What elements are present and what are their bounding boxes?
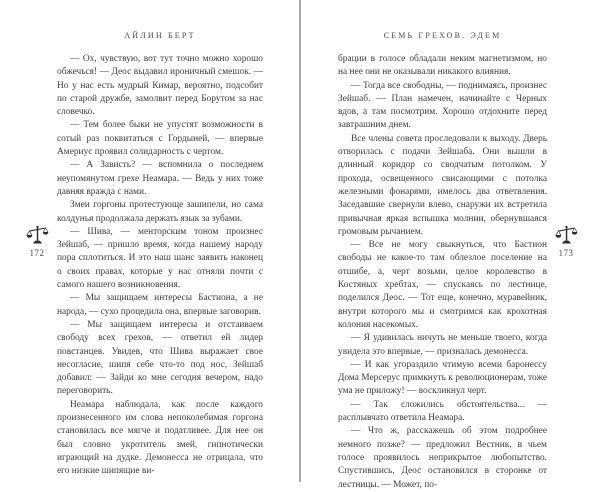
page-marker-left — [20, 224, 54, 258]
paragraph: — А Зависть? — вспомнила о последнем неупомянутом грехе Неамара. — Ведь у них тоже давняя вражда с нами. — [57, 160, 263, 197]
paragraph: — Так сложились обстоятельства... — расплывчато ответила Неамара. — [338, 399, 547, 424]
running-head-left: АЙЛИН БЕРТ — [124, 31, 196, 40]
paragraph: — Я удивилась ничуть не меньше твоего, когда увидела это впервые, — призналась демонесса. — [338, 333, 547, 357]
right-body-text — [338, 53, 547, 492]
page-right[interactable] — [301, 0, 600, 490]
paragraph: Змеи горгоны протестующе зашипели, но сама колдунья продолжала держать язык за зубами. — [57, 200, 263, 224]
paragraph: Все члены совета проследовали к выходу. Дверь отворилась с подачи Зейшаба. Они вышли в длинный коридор со сводчатым потолком. У прохода, освещенного свисающими с потолка железными фонарями, имелось два ответвления. Заседавшие свернули влево, снаружи их встретила привычная яркая вспышка молнии, обернувшаяся громовым рычанием. — [338, 133, 547, 237]
page-left[interactable] — [0, 0, 299, 482]
left-text-column — [57, 26, 263, 479]
page-number-left: 172 — [29, 248, 45, 258]
left-body-text — [57, 53, 263, 479]
paragraph: — Ох, чувствую, вот тут точно можно хорошо обжечься! — Деос выдавил ироничный смешок. — Но у нас есть мудрый Кимар, вероятно, подсобит по старой дружбе, замолвит перед Борутом за нас словечко. — [57, 54, 263, 118]
paragraph: — Мы защищаем интересы Бастиона, а не народа, — сухо процедила она, впервые заговорив. — [57, 293, 263, 317]
page-number-right: 173 — [558, 248, 574, 258]
paragraph: — Мы защищаем интересы и отстаиваем свободу всех грехов, — ответил ей лидер повстанцев. Увидев, что Шива выражает свое несогласие, шипя себе что-то под нос, Зейшаб добавил: — Зайди ко мне сегодня вечером, надо переговорить. — [57, 319, 263, 397]
scales-icon — [26, 224, 49, 246]
page-marker-right — [549, 224, 583, 258]
scales-icon — [555, 224, 578, 246]
paragraph: — Тем более быки не упустят возможности в сотый раз поквитаться с Гордыней, — впервые Америус проявил солидарность с чертом. — [57, 120, 263, 158]
paragraph: брации в голосе обладали неким магнетизмом, но на нее они не оказывали никакого влияния. — [338, 54, 547, 78]
paragraph: Неамара наблюдала, как после каждого произнесенного им слова непоколебимая горгона становилась все мягче и податливее. Для нее он был словно укротитель змей, гипнотически играющий на дудке. Демонесса не отрицала, что его низкие шипящие ви- — [57, 399, 263, 477]
right-text-column — [338, 26, 547, 492]
paragraph: — И как угораздило чтимую всеми баронессу Дома Мерсерус примкнуть к революционерам, тоже ума не приложу! — воскликнул черт. — [338, 359, 547, 397]
paragraph: — Все не могу свыкнуться, что Бастион свободы не какое-то там облезлое поселение на отшибе, а, черт возьми, целое королевство в Костяных хребтах, — спускаясь по лестнице, поделился Деос. — Тот еще, конечно, муравейник, внутри которого мы и смотримся как крохотная колония насекомых. — [338, 240, 547, 330]
paragraph: — Шива, — менторским тоном произнес Зейшаб, — пришло время, когда нашему народу пора сплотиться. И это наш шанс заявить наконец о своих правах, которые у нас отняли почти с самого нашего возникновения. — [57, 226, 263, 291]
paragraph: — Тогда все свободны, — поднимаясь, произнес Зейшаб. — План намечен, начинайте с Черных вдов, а там посмотрим. Хорошо отдохните перед завтрашним днем. — [338, 80, 547, 131]
paragraph: — Что ж, расскажешь об этом подробнее немного позже? — предложил Вестник, в чьем голосе проявилось неприкрытое любопытство. Спустившись, Деос остановился в сторонке от лестницы. — Может, по- — [338, 426, 547, 490]
running-head-right: СЕМЬ ГРЕХОВ. ЭДЕМ — [383, 31, 502, 40]
